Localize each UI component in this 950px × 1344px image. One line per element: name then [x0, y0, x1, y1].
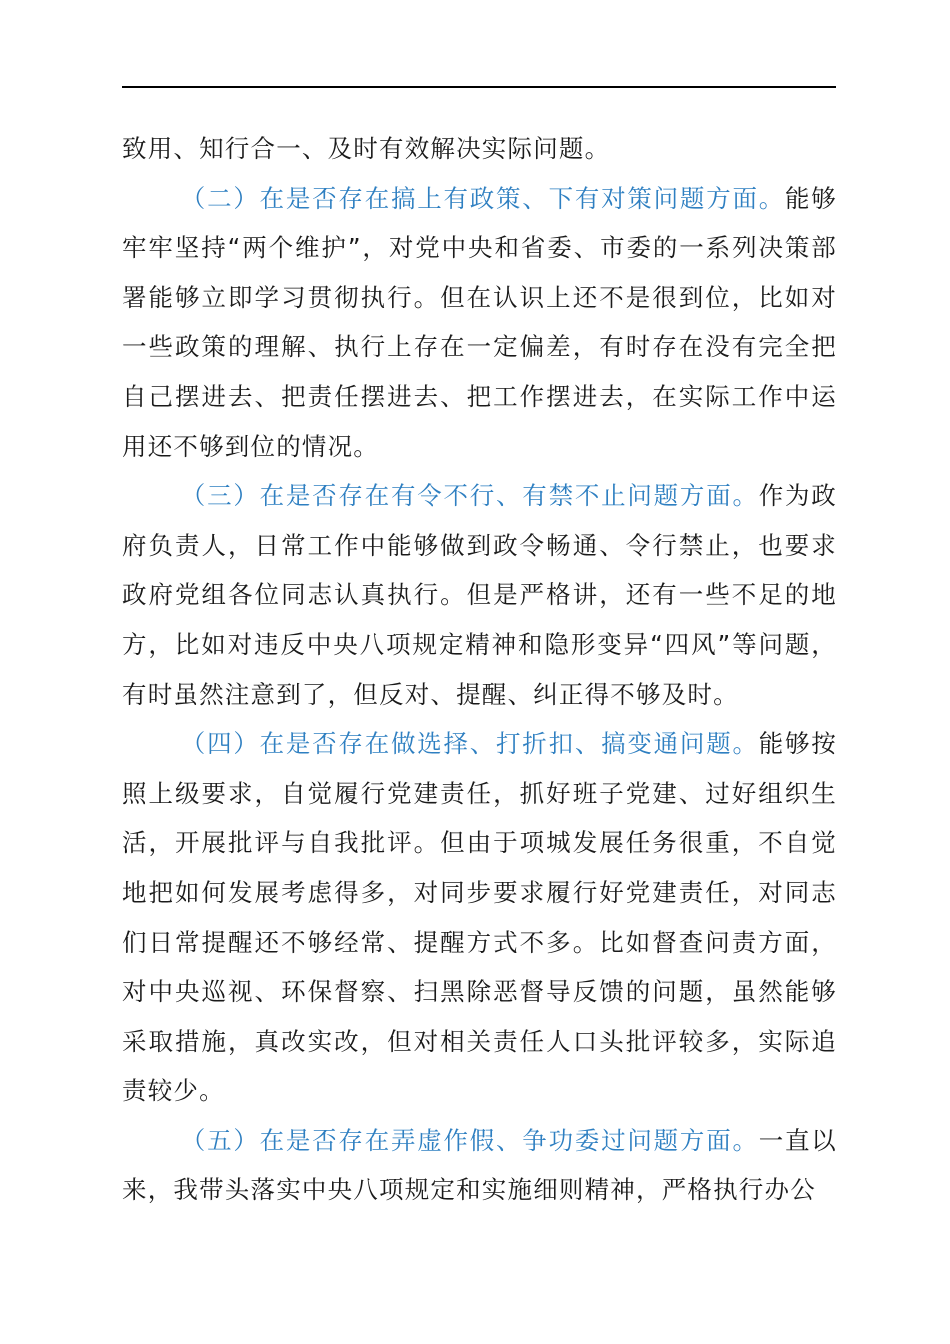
- section-paragraph: [122, 719, 837, 1116]
- section-paragraph: [122, 471, 837, 719]
- section-text: 能够按照上级要求，自觉履行党建责任，抓好班子党建、过好组织生活，开展批评与自我批评。但由于项城发展任务很重，不自觉地把如何发展考虑得多，对同步要求履行好党建责任，对同志们日常提醒还不够经常、提醒方式不多。比如督查问责方面，对中央巡视、环保督察、扫黑除恶督导反馈的问题，虽然能够采取措施，真改实改，但对相关责任人口头批评较多，实际追责较少。: [122, 729, 837, 1106]
- section-text: 作为政府负责人，日常工作中能够做到政令畅通、令行禁止，也要求政府党组各位同志认真执行。但是严格讲，还有一些不足的地方，比如对违反中央八项规定精神和隐形变异“四风”等问题，有时虽然注意到了，但反对、提醒、纠正得不够及时。: [122, 481, 837, 709]
- section-paragraph: [122, 1116, 837, 1215]
- section-heading: （四）在是否存在做选择、打折扣、搞变通问题。: [180, 729, 759, 759]
- document-body: [122, 124, 837, 1215]
- section-paragraph: [122, 174, 837, 472]
- continuation-paragraph: 致用、知行合一、及时有效解决实际问题。: [122, 134, 611, 163]
- section-heading: （二）在是否存在搞上有政策、下有对策问题方面。: [180, 183, 786, 213]
- header-rule: [122, 86, 836, 88]
- section-text: 一直以来，我带头落实中央八项规定和实施细则精神，严格执行办公: [122, 1125, 837, 1205]
- section-heading: （三）在是否存在有令不行、有禁不止问题方面。: [180, 481, 759, 511]
- section-heading: （五）在是否存在弄虚作假、争功委过问题方面。: [180, 1125, 759, 1155]
- section-text: 能够牢牢坚持“两个维护”，对党中央和省委、市委的一系列决策部署能够立即学习贯彻执行。但在认识上还不是很到位，比如对一些政策的理解、执行上存在一定偏差，有时存在没有完全把自己摆进去、把责任摆进去、把工作摆进去，在实际工作中运用还不够到位的情况。: [122, 183, 837, 461]
